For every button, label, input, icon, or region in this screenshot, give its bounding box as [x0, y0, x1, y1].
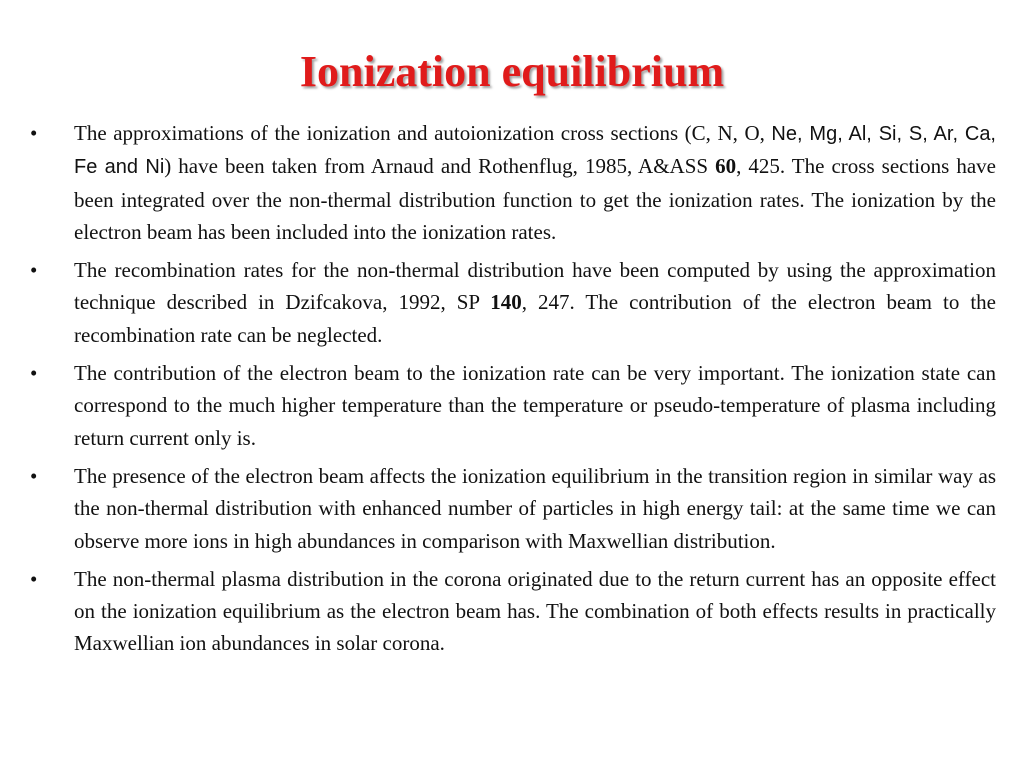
- bullet-1-elements: Ne, Mg, Al, Si, S, Ar, Ca, Fe and Ni: [74, 123, 996, 179]
- bullet-item-3: [30, 357, 996, 454]
- bullet-icon: •: [30, 258, 38, 283]
- bullet-1-part5: , 425. The cross sections have been integrated over the non-thermal distribution function to get the ionization rates. The ionization by the electron beam has been included into the ionization rates.: [74, 154, 996, 244]
- bullet-1-volume: 60: [715, 154, 737, 179]
- bullet-item-1: [30, 117, 996, 248]
- bullet-list: [30, 117, 996, 666]
- bullet-5-text: The non-thermal plasma distribution in the corona originated due to the return current has an opposite effect on the ionization equilibrium as the electron beam has. The combination of both effects results in practically Maxwellian ion abundances in solar corona.: [74, 566, 996, 656]
- bullet-2-text: [74, 258, 996, 347]
- bullet-4-text: The presence of the electron beam affects the ionization equilibrium in the transition region in similar way as the non-thermal distribution with enhanced number of particles in high energy tail: at the same time we can observe more ions in high abundances in comparison with Maxwellian distribution.: [74, 463, 996, 553]
- bullet-item-5: [30, 563, 996, 660]
- bullet-1-text: [74, 121, 996, 244]
- bullet-2-volume: 140: [490, 290, 522, 315]
- bullet-item-2: [30, 254, 996, 351]
- bullet-icon: •: [30, 361, 38, 386]
- bullet-icon: •: [30, 121, 38, 145]
- slide-title: Ionization equilibrium: [299, 47, 725, 96]
- bullet-1-part1: The approximations of the ionization and autoionization cross sections (C, N, O,: [74, 121, 772, 145]
- bullet-2-part3: , 247. The contribution of the electron beam to the recombination rate can be neglected.: [74, 290, 996, 347]
- bullet-3-text: The contribution of the electron beam to the ionization rate can be very important. The ionization state can correspond to the much higher temperature than the temperature or pseudo-temperature of plasma including return current only is.: [74, 361, 996, 450]
- bullet-1-part3: ) have been taken from Arnaud and Rothenflug, 1985, A&ASS: [164, 154, 716, 179]
- bullet-icon: •: [30, 566, 38, 591]
- bullet-item-4: [30, 460, 996, 557]
- bullet-2-part1: The recombination rates for the non-thermal distribution have been computed by using the approximation technique described in Dzifcakova, 1992, SP: [74, 258, 996, 315]
- bullet-icon: •: [30, 463, 38, 488]
